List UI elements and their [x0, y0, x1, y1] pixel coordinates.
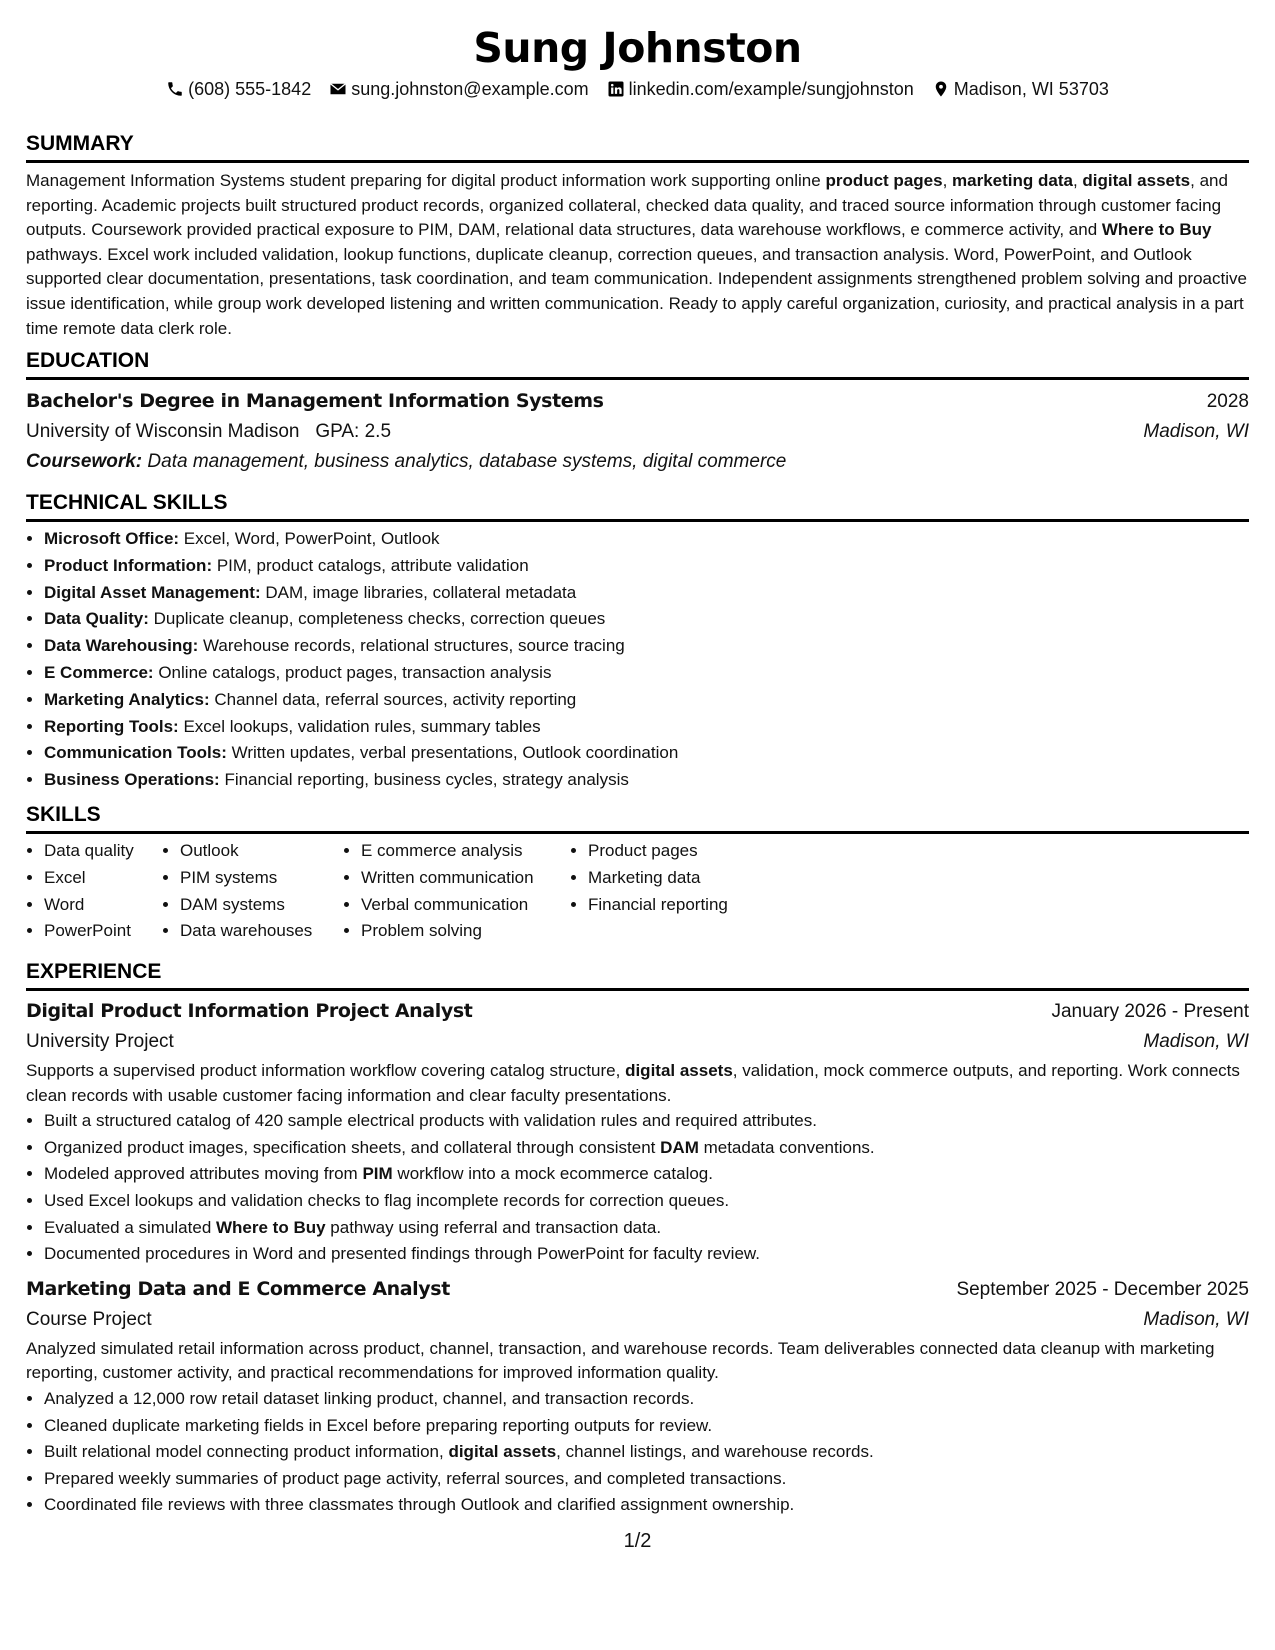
list-item: • Excel — [44, 865, 162, 892]
job-dates: September 2025 - December 2025 — [956, 1278, 1249, 1300]
job-org: University Project — [26, 1031, 174, 1052]
phone-icon — [166, 80, 184, 98]
degree-title: Bachelor's Degree in Management Information Systems — [26, 390, 604, 412]
linkedin-icon — [607, 80, 625, 98]
resume-page — [26, 0, 1249, 1552]
summary-text: Management Information Systems student preparing for digital product information work supporting online product pages, marketing data, digital assets, and reporting. Academic projects built structured product records, organized collateral, checked data quality, and traced source information through customer facing outputs. Coursework provided practical exposure to PIM, DAM, relational data structures, data warehouse workflows, e commerce activity, and Where to Buy pathways. Excel work included validation, lookup functions, duplicate cleanup, correction queues, and transaction analysis. Word, PowerPoint, and Outlook supported clear documentation, presentations, task coordination, and team communication. Independent assignments strengthened problem solving and proactive issue identification, while group work developed listening and written communication. Ready to apply careful organization, curiosity, and practical analysis in a part time remote data clerk role. — [26, 171, 1247, 338]
job-dates: January 2026 - Present — [1051, 1001, 1249, 1022]
list-item: • Data quality — [44, 838, 162, 865]
list-item: • Data warehouses — [180, 918, 343, 945]
technical-skills-list — [26, 526, 1249, 794]
list-item: • Digital Asset Management: DAM, image libraries, collateral metadata — [44, 580, 1249, 607]
list-item: • Data Quality: Duplicate cleanup, completeness checks, correction queues — [44, 606, 1249, 633]
section-title-education: EDUCATION — [26, 348, 1249, 380]
list-item: • Financial reporting — [588, 892, 788, 919]
skills-column — [26, 838, 162, 945]
list-item: • Coordinated file reviews with three classmates through Outlook and clarified assignment ownership. — [44, 1492, 1249, 1519]
coursework-line: Coursework: Data management, business analytics, database systems, digital commerce — [26, 451, 787, 472]
graduation-year: 2028 — [1206, 391, 1249, 412]
summary-section — [26, 131, 1249, 341]
skills-column — [162, 838, 343, 945]
list-item: • Business Operations: Financial reporting, business cycles, strategy analysis — [44, 767, 1249, 794]
list-item: • Product Information: PIM, product catalogs, attribute validation — [44, 553, 1249, 580]
list-item: • Evaluated a simulated Where to Buy pathway using referral and transaction data. — [44, 1215, 1249, 1242]
job-bullets — [26, 1386, 1249, 1519]
list-item: • Outlook — [180, 838, 343, 865]
list-item: • Written communication — [361, 865, 570, 892]
school-location: Madison, WI — [1143, 421, 1249, 442]
section-title-experience: EXPERIENCE — [26, 959, 1249, 991]
list-item: • Prepared weekly summaries of product page activity, referral sources, and completed transactions. — [44, 1466, 1249, 1493]
list-item: • Reporting Tools: Excel lookups, validation rules, summary tables — [44, 714, 1249, 741]
list-item: • Built relational model connecting product information, digital assets, channel listings, and warehouse records. — [44, 1439, 1249, 1466]
education-section — [26, 348, 1249, 477]
school-line: University of Wisconsin Madison GPA: 2.5 — [26, 421, 392, 442]
job-role: Digital Product Information Project Analyst — [26, 1000, 473, 1022]
list-item: • DAM systems — [180, 892, 343, 919]
list-item: • Marketing data — [588, 865, 788, 892]
list-item: • E commerce analysis — [361, 838, 570, 865]
list-item: • Cleaned duplicate marketing fields in Excel before preparing reporting outputs for review. — [44, 1413, 1249, 1440]
phone-text: (608) 555-1842 — [188, 79, 312, 99]
job-role: Marketing Data and E Commerce Analyst — [26, 1277, 450, 1300]
skills-grid — [26, 838, 1249, 945]
contact-location — [932, 78, 1109, 100]
job-description: Supports a supervised product information workflow covering catalog structure, digital assets, validation, mock commerce outputs, and reporting. Work connects clean records with usable customer facing information and clear faculty presentations. — [26, 1061, 1240, 1105]
list-item: • PowerPoint — [44, 918, 162, 945]
list-item: • Marketing Analytics: Channel data, referral sources, activity reporting — [44, 687, 1249, 714]
list-item: • Used Excel lookups and validation checks to flag incomplete records for correction queues. — [44, 1188, 1249, 1215]
list-item: • PIM systems — [180, 865, 343, 892]
map-pin-icon — [932, 80, 950, 98]
list-item: • Analyzed a 12,000 row retail dataset linking product, channel, and transaction records. — [44, 1386, 1249, 1413]
list-item: • Product pages — [588, 838, 788, 865]
job-bullets — [26, 1108, 1249, 1268]
skills-section — [26, 802, 1249, 945]
linkedin-text: linkedin.com/example/sungjohnston — [628, 79, 914, 99]
page-number: 1/2 — [623, 1530, 652, 1552]
email-text: sung.johnston@example.com — [351, 79, 589, 99]
job-entry — [26, 996, 1249, 1268]
list-item: • Built a structured catalog of 420 sample electrical products with validation rules and required attributes. — [44, 1108, 1249, 1135]
skills-column — [570, 838, 788, 945]
job-description: Analyzed simulated retail information across product, channel, transaction, and warehouse records. Team deliverables connected data cleanup with marketing reporting, customer activity, and practical recommendations for improved information quality. — [26, 1338, 1215, 1383]
section-title-technical-skills: TECHNICAL SKILLS — [26, 490, 1249, 522]
list-item: • Word — [44, 892, 162, 919]
job-org: Course Project — [26, 1308, 152, 1330]
technical-skills-section — [26, 490, 1249, 794]
list-item: • Verbal communication — [361, 892, 570, 919]
candidate-name: Sung Johnston — [473, 24, 802, 72]
contact-phone[interactable] — [166, 78, 311, 100]
section-title-skills: SKILLS — [26, 802, 1249, 834]
location-text: Madison, WI 53703 — [953, 79, 1109, 99]
job-entry — [26, 1274, 1249, 1519]
list-item: • Communication Tools: Written updates, verbal presentations, Outlook coordination — [44, 740, 1249, 767]
list-item: • Modeled approved attributes moving from PIM workflow into a mock ecommerce catalog. — [44, 1161, 1249, 1188]
contact-linkedin[interactable] — [607, 78, 914, 100]
list-item: • E Commerce: Online catalogs, product pages, transaction analysis — [44, 660, 1249, 687]
contact-bar — [26, 78, 1249, 100]
contact-email[interactable] — [329, 78, 588, 100]
experience-section — [26, 959, 1249, 1519]
job-location: Madison, WI — [1143, 1308, 1249, 1330]
list-item: • Data Warehousing: Warehouse records, relational structures, source tracing — [44, 633, 1249, 660]
list-item: • Microsoft Office: Excel, Word, PowerPoint, Outlook — [44, 526, 1249, 553]
list-item: • Organized product images, specification sheets, and collateral through consistent DAM metadata conventions. — [44, 1135, 1249, 1162]
list-item: • Documented procedures in Word and presented findings through PowerPoint for faculty review. — [44, 1241, 1249, 1268]
skills-column — [343, 838, 570, 945]
section-title-summary: SUMMARY — [26, 131, 1249, 163]
job-location: Madison, WI — [1143, 1031, 1249, 1052]
list-item: • Problem solving — [361, 918, 570, 945]
envelope-icon — [329, 80, 347, 98]
